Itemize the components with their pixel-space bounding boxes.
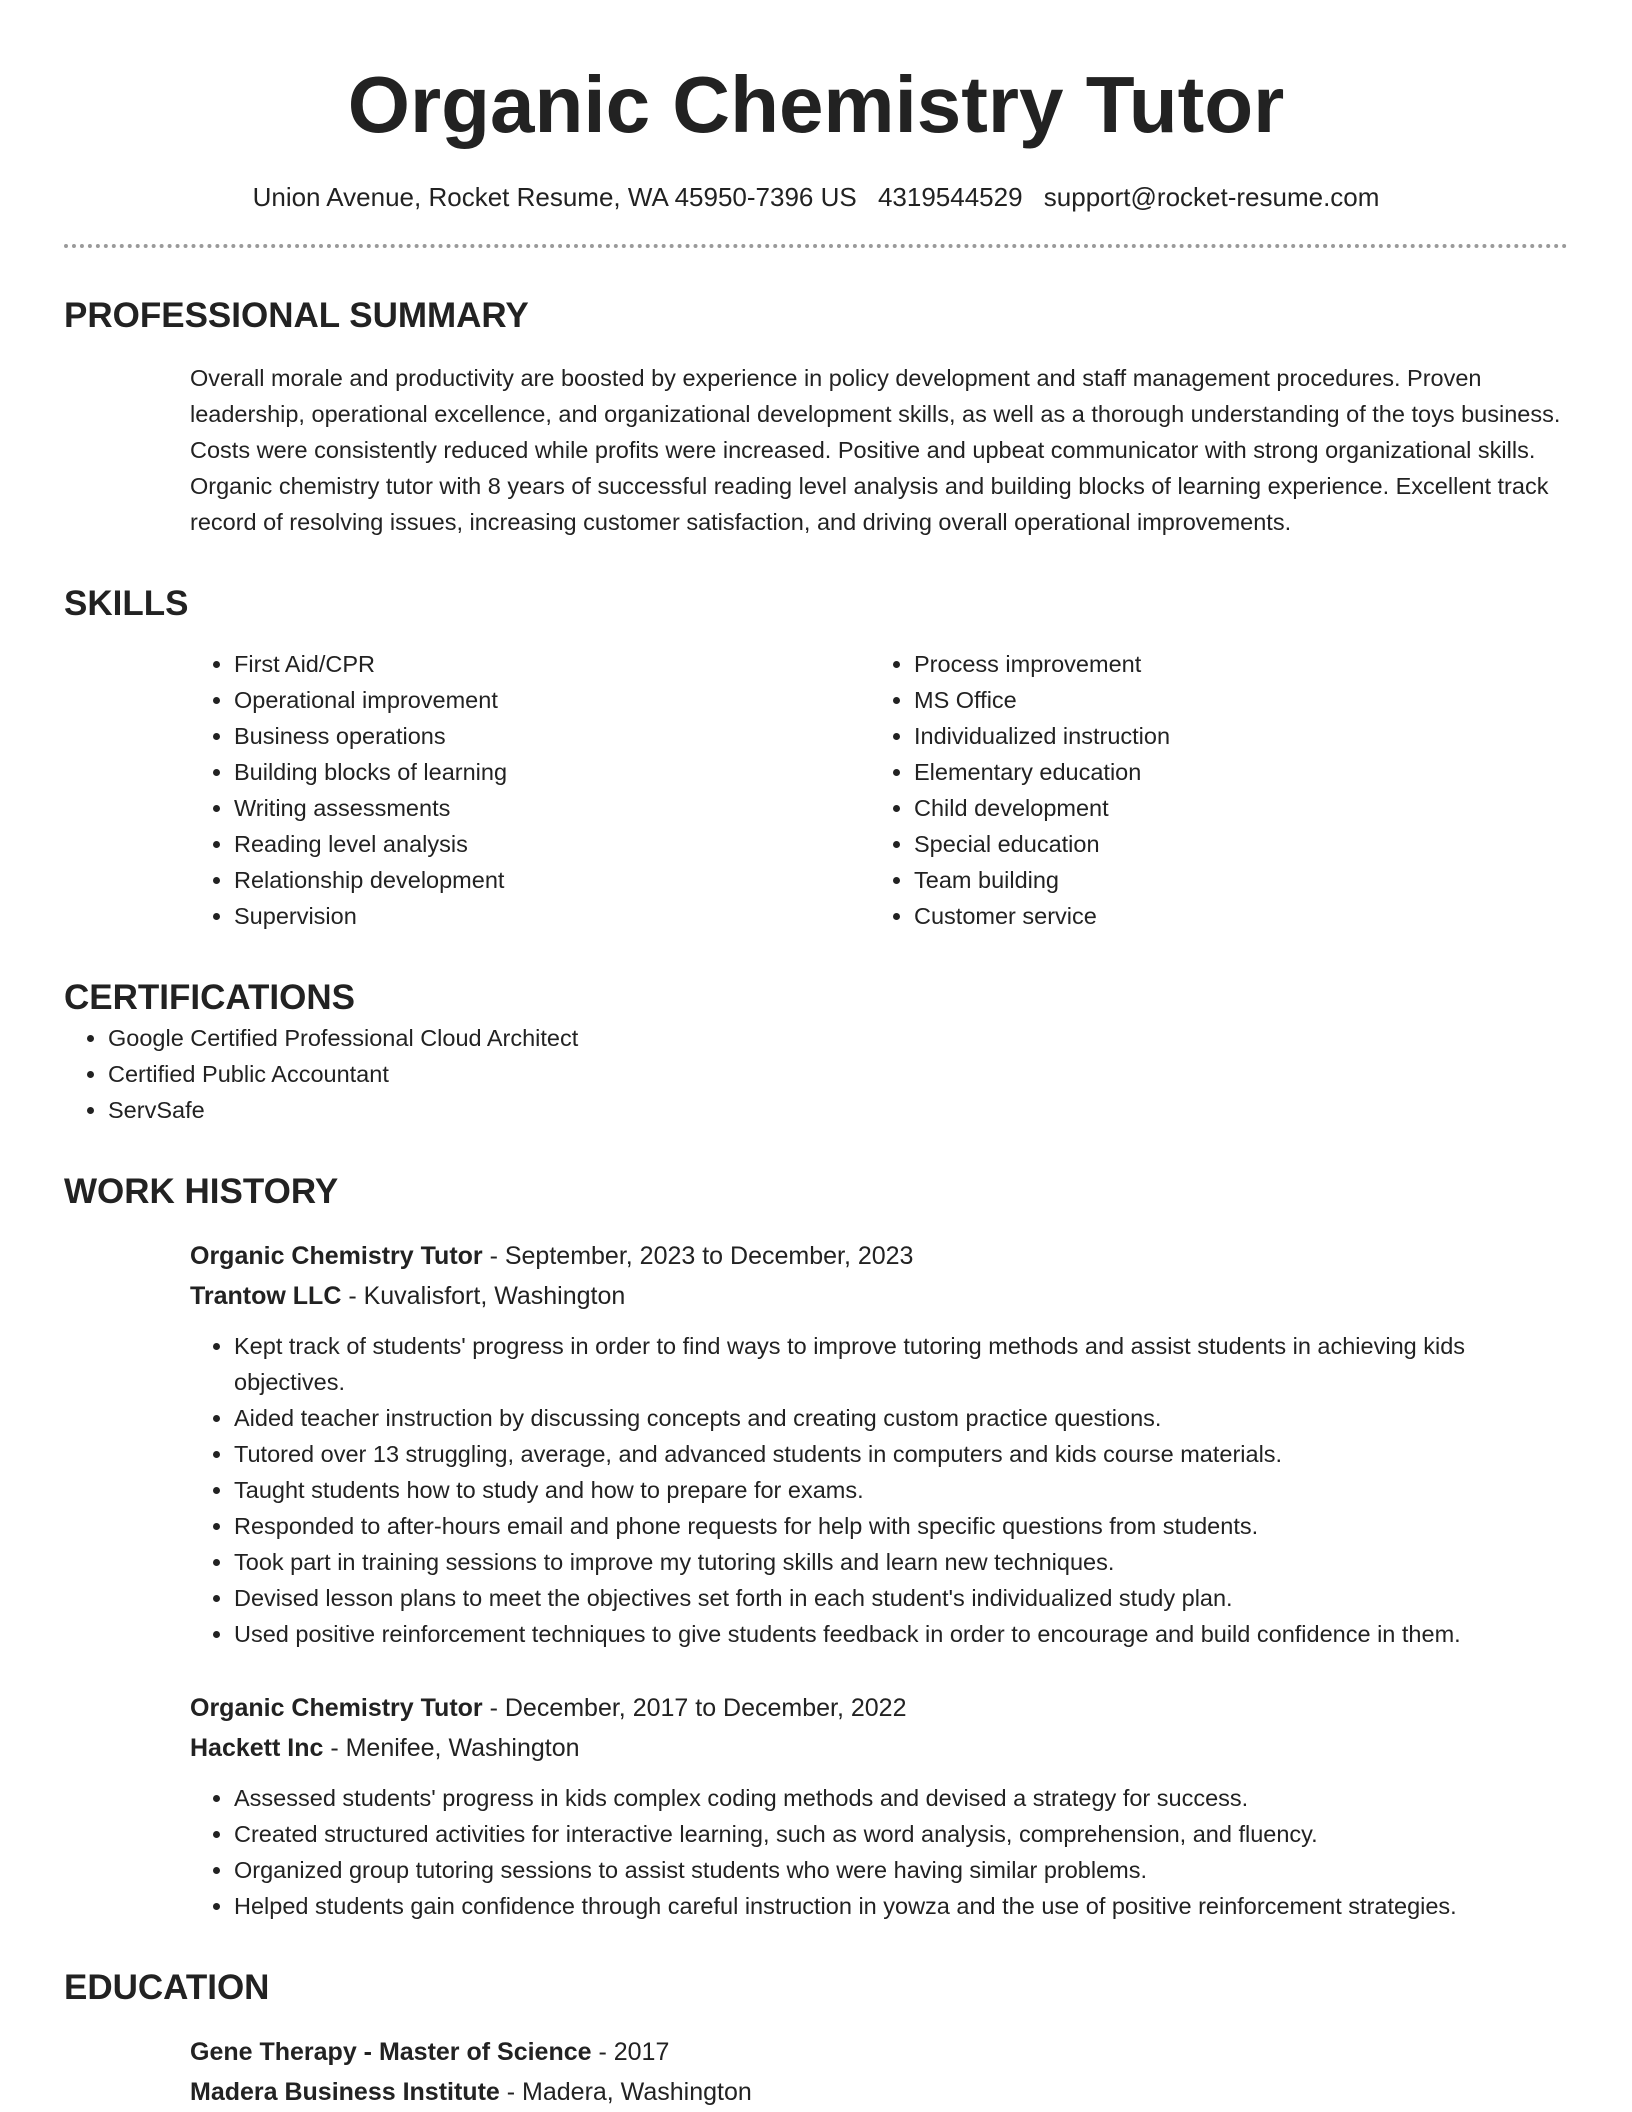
contact-email: support@rocket-resume.com bbox=[1043, 182, 1380, 212]
certification-item: • Google Certified Professional Cloud Architect bbox=[108, 1020, 1568, 1056]
job-title-line bbox=[190, 1688, 1568, 1728]
job-duty: • Helped students gain confidence through careful instruction in yowza and the use of positive reinforcement strategies. bbox=[234, 1888, 1568, 1924]
skill-item: • Process improvement bbox=[914, 646, 1550, 682]
job-role: Organic Chemistry Tutor bbox=[190, 1694, 483, 1722]
job-dates: - December, 2017 to December, 2022 bbox=[482, 1694, 907, 1722]
header-divider bbox=[64, 244, 1568, 248]
summary-section bbox=[64, 294, 1568, 540]
education-degree-line bbox=[190, 2032, 1568, 2072]
job-title-line bbox=[190, 1236, 1568, 1276]
contact-line bbox=[64, 180, 1568, 214]
contact-phone: 4319544529 bbox=[877, 182, 1023, 212]
job-location: - Kuvalisfort, Washington bbox=[341, 1282, 626, 1310]
education-school-line bbox=[190, 2072, 1568, 2112]
skill-item: • Building blocks of learning bbox=[234, 754, 870, 790]
work-history-section bbox=[64, 1170, 1568, 1924]
job-dates: - September, 2023 to December, 2023 bbox=[482, 1242, 914, 1270]
job-company: Hackett Inc bbox=[190, 1734, 324, 1762]
skill-item: • Elementary education bbox=[914, 754, 1550, 790]
job-duty: • Taught students how to study and how to prepare for exams. bbox=[234, 1472, 1568, 1508]
job-company: Trantow LLC bbox=[190, 1282, 342, 1310]
education-degree: Gene Therapy - Master of Science bbox=[190, 2038, 592, 2066]
job-duty: • Devised lesson plans to meet the objectives set forth in each student's individualized study plan. bbox=[234, 1580, 1568, 1616]
education-section bbox=[64, 1966, 1568, 2112]
job-entry bbox=[190, 1688, 1568, 1924]
skills-column-right bbox=[870, 646, 1550, 934]
job-duty: • Created structured activities for interactive learning, such as word analysis, comprehension, and fluency. bbox=[234, 1816, 1568, 1852]
certifications-section bbox=[64, 976, 1568, 1128]
skill-item: • Special education bbox=[914, 826, 1550, 862]
job-entry bbox=[190, 1236, 1568, 1652]
skill-item: • Operational improvement bbox=[234, 682, 870, 718]
skill-item: • Child development bbox=[914, 790, 1550, 826]
skills-section bbox=[64, 582, 1568, 934]
job-duty: • Assessed students' progress in kids complex coding methods and devised a strategy for success. bbox=[234, 1780, 1568, 1816]
education-school: Madera Business Institute bbox=[190, 2078, 500, 2106]
skill-item: • Customer service bbox=[914, 898, 1550, 934]
job-location: - Menifee, Washington bbox=[323, 1734, 580, 1762]
certifications-title: CERTIFICATIONS bbox=[64, 978, 356, 1017]
work-history-title: WORK HISTORY bbox=[64, 1172, 339, 1211]
job-duty: • Responded to after-hours email and phone requests for help with specific questions from students. bbox=[234, 1508, 1568, 1544]
certifications-list bbox=[64, 1020, 1568, 1128]
skills-list-left bbox=[190, 646, 870, 934]
skills-column-left bbox=[190, 646, 870, 934]
education-entry bbox=[190, 2032, 1568, 2112]
job-role: Organic Chemistry Tutor bbox=[190, 1242, 483, 1270]
resume-name: Organic Chemistry Tutor bbox=[347, 60, 1285, 149]
job-duty: • Tutored over 13 struggling, average, and advanced students in computers and kids course materials. bbox=[234, 1436, 1568, 1472]
education-year: - 2017 bbox=[591, 2038, 670, 2066]
job-company-line bbox=[190, 1276, 1568, 1316]
skill-item: • Supervision bbox=[234, 898, 870, 934]
job-duty: • Aided teacher instruction by discussing concepts and creating custom practice questions. bbox=[234, 1400, 1568, 1436]
skill-item: • Writing assessments bbox=[234, 790, 870, 826]
skill-item: • First Aid/CPR bbox=[234, 646, 870, 682]
skill-item: • Reading level analysis bbox=[234, 826, 870, 862]
skills-list-right bbox=[870, 646, 1550, 934]
job-duties-list bbox=[190, 1328, 1568, 1652]
job-duties-list bbox=[190, 1780, 1568, 1924]
education-location: - Madera, Washington bbox=[499, 2078, 752, 2106]
job-duty: • Took part in training sessions to improve my tutoring skills and learn new techniques. bbox=[234, 1544, 1568, 1580]
certification-item: • Certified Public Accountant bbox=[108, 1056, 1568, 1092]
job-duty: • Kept track of students' progress in order to find ways to improve tutoring methods and assist students in achieving kids objectives. bbox=[234, 1328, 1568, 1400]
job-duty: • Organized group tutoring sessions to assist students who were having similar problems. bbox=[234, 1852, 1568, 1888]
skill-item: • MS Office bbox=[914, 682, 1550, 718]
certification-item: • ServSafe bbox=[108, 1092, 1568, 1128]
job-duty: • Used positive reinforcement techniques to give students feedback in order to encourage and build confidence in them. bbox=[234, 1616, 1568, 1652]
skills-columns bbox=[190, 646, 1568, 934]
summary-text: Overall morale and productivity are boosted by experience in policy development and staff management procedures. Proven leadership, operational excellence, and organizational development skills, as well as a thorough understanding of the toys business. Costs were consistently reduced while profits were increased. Positive and upbeat communicator with strong organizational skills. Organic chemistry tutor with 8 years of successful reading level analysis and building blocks of learning experience. Excellent track record of resolving issues, increasing customer satisfaction, and driving overall operational improvements. bbox=[190, 365, 1561, 535]
contact-address: Union Avenue, Rocket Resume, WA 45950-7396 US bbox=[252, 182, 857, 212]
skill-item: • Business operations bbox=[234, 718, 870, 754]
skill-item: • Team building bbox=[914, 862, 1550, 898]
skill-item: • Individualized instruction bbox=[914, 718, 1550, 754]
summary-title: PROFESSIONAL SUMMARY bbox=[64, 296, 529, 335]
skill-item: • Relationship development bbox=[234, 862, 870, 898]
skills-title: SKILLS bbox=[64, 584, 189, 623]
education-title: EDUCATION bbox=[64, 1968, 270, 2007]
job-company-line bbox=[190, 1728, 1568, 1768]
